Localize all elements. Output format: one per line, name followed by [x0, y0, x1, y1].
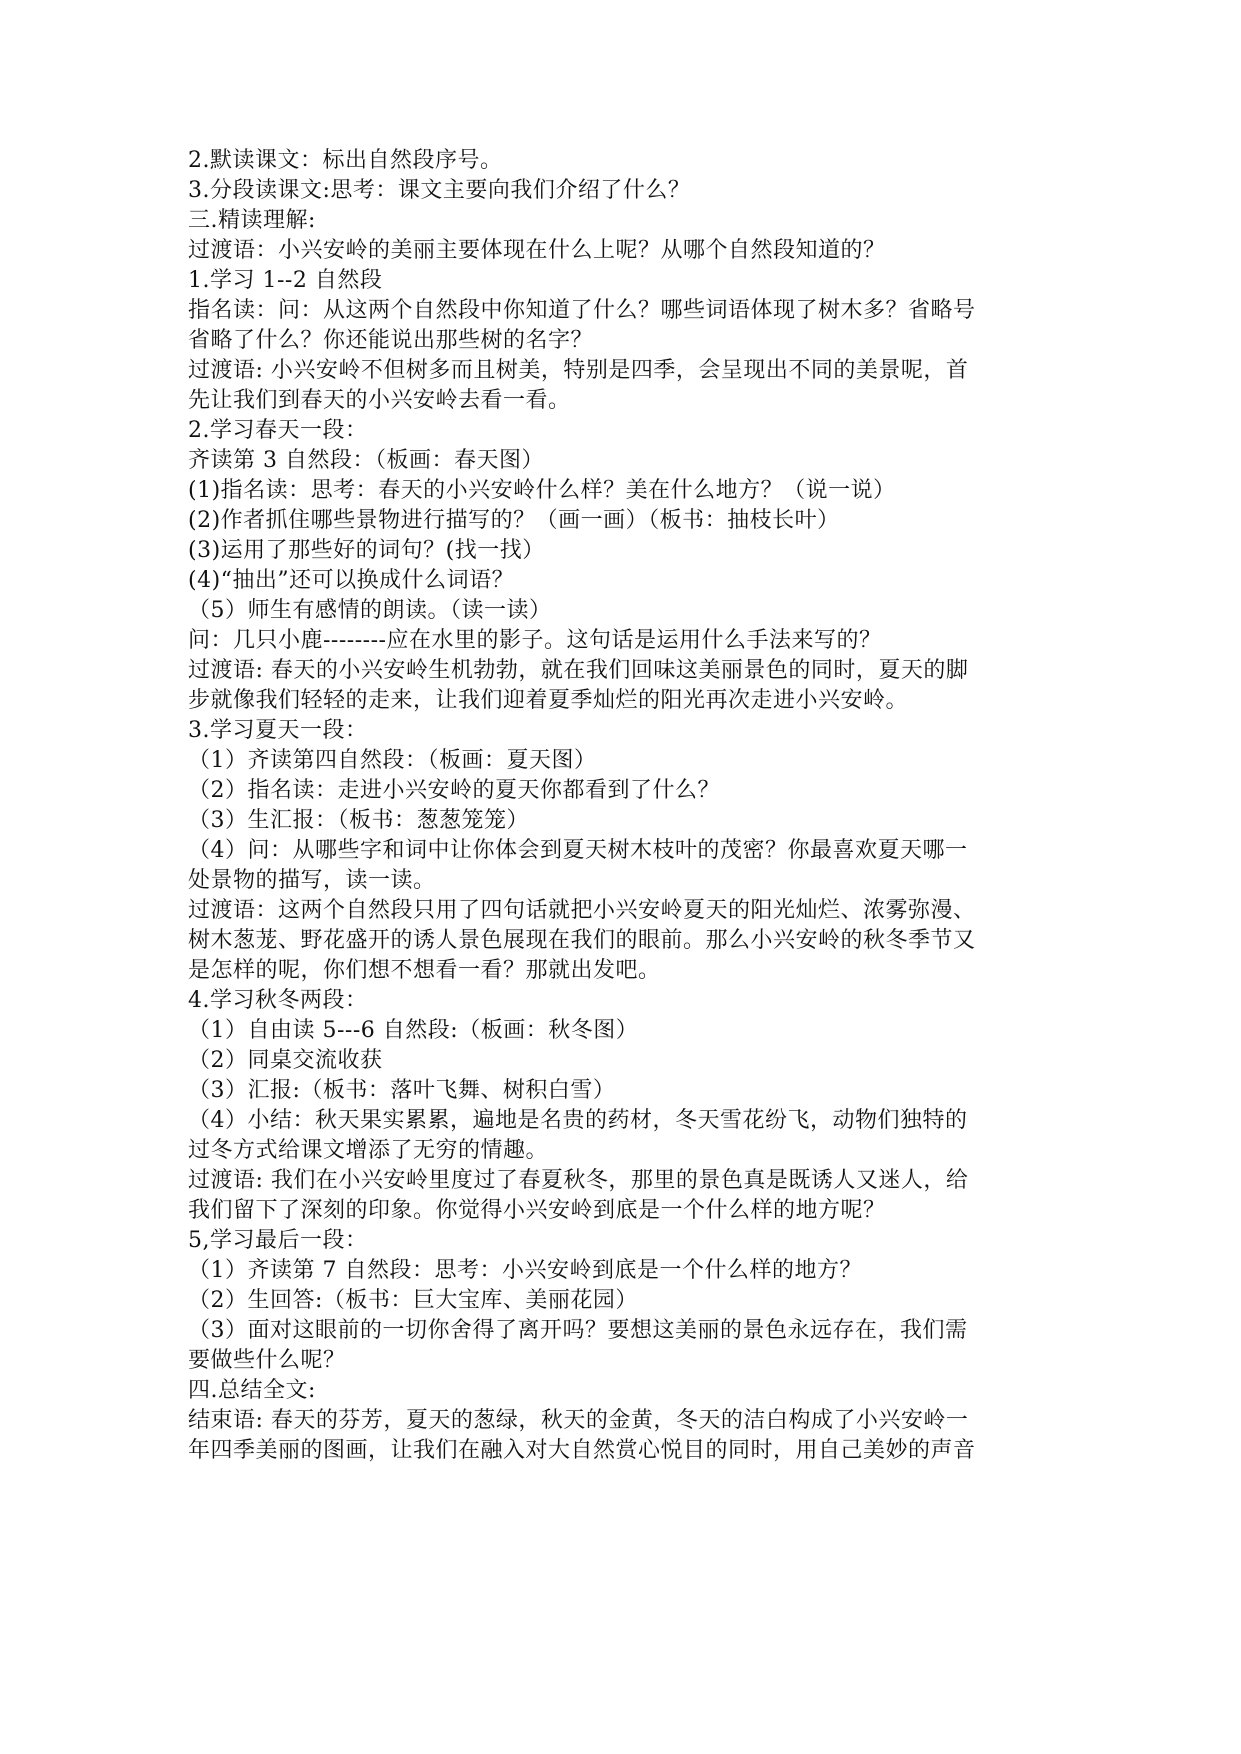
text-line: 我们留下了深刻的印象。你觉得小兴安岭到底是一个什么样的地方呢？: [188, 1198, 886, 1223]
text-line: 三.精读理解:: [188, 208, 316, 233]
text-line: 指名读：问：从这两个自然段中你知道了什么？哪些词语体现了树木多？省略号: [188, 298, 976, 323]
text-line: 年四季美丽的图画，让我们在融入对大自然赏心悦目的同时，用自己美妙的声音: [188, 1438, 976, 1463]
text-line: （1）齐读第四自然段：（板画：夏天图）: [188, 748, 597, 773]
text-line: 过渡语: 小兴安岭不但树多而且树美，特别是四季，会呈现出不同的美景呢，首: [188, 358, 969, 383]
text-line: (1)指名读：思考：春天的小兴安岭什么样？美在什么地方？（说一说）: [188, 478, 896, 503]
text-line: （1）自由读 5---6 自然段:（板画：秋冬图）: [188, 1018, 639, 1043]
text-line: 省略了什么？你还能说出那些树的名字？: [188, 328, 594, 353]
text-line: （5）师生有感情的朗读。（读一读）: [188, 598, 552, 623]
text-line: （3）生汇报：（板书：葱葱笼笼）: [188, 808, 529, 833]
text-line: 过渡语: 我们在小兴安岭里度过了春夏秋冬，那里的景色真是既诱人又迷人，给: [188, 1168, 969, 1193]
text-line: （3）汇报:（板书：落叶飞舞、树积白雪）: [188, 1078, 616, 1103]
text-line: (2)作者抓住哪些景物进行描写的？（画一画）（板书：抽枝长叶）: [188, 508, 840, 533]
text-line: 3.学习夏天一段：: [188, 718, 368, 743]
text-line: 4.学习秋冬两段：: [188, 988, 368, 1013]
text-line: 四.总结全文:: [188, 1378, 316, 1403]
text-line: 过渡语：小兴安岭的美丽主要体现在什么上呢？从哪个自然段知道的？: [188, 238, 886, 263]
text-line: （3）面对这眼前的一切你舍得了离开吗？要想这美丽的景色永远存在，我们需: [188, 1318, 968, 1343]
text-line: 处景物的描写，读一读。: [188, 868, 436, 893]
document-body: [188, 146, 1068, 1466]
text-line: 过渡语: 春天的小兴安岭生机勃勃，就在我们回味这美丽景色的同时，夏天的脚: [188, 658, 969, 683]
text-line: （1）齐读第 7 自然段：思考：小兴安岭到底是一个什么样的地方？: [188, 1258, 862, 1283]
text-line: 齐读第 3 自然段：（板画：春天图）: [188, 448, 544, 473]
text-line: (3)运用了那些好的词句？(找一找）: [188, 538, 545, 563]
text-line: 1.学习 1--2 自然段: [188, 268, 383, 293]
text-line: （2）同桌交流收获: [188, 1048, 383, 1073]
text-line: （4）小结：秋天果实累累，遍地是名贵的药材，冬天雪花纷飞，动物们独特的: [188, 1108, 968, 1133]
text-line: 先让我们到春天的小兴安岭去看一看。: [188, 388, 571, 413]
text-line: (4)“抽出”还可以换成什么词语？: [188, 568, 515, 593]
text-line: （2）生回答:（板书：巨大宝库、美丽花园）: [188, 1288, 638, 1313]
text-line: （2）指名读：走进小兴安岭的夏天你都看到了什么？: [188, 778, 720, 803]
text-line: 2.学习春天一段：: [188, 418, 368, 443]
text-line: 树木葱茏、野花盛开的诱人景色展现在我们的眼前。那么小兴安岭的秋冬季节又: [188, 928, 976, 953]
text-line: 5,学习最后一段：: [188, 1228, 368, 1253]
text-line: 结束语: 春天的芬芳，夏天的葱绿，秋天的金黄，冬天的洁白构成了小兴安岭一: [188, 1408, 969, 1433]
text-line: 步就像我们轻轻的走来，让我们迎着夏季灿烂的阳光再次走进小兴安岭。: [188, 688, 909, 713]
text-line: 问：几只小鹿--------应在水里的影子。这句话是运用什么手法来写的？: [188, 628, 882, 653]
text-line: 过渡语：这两个自然段只用了四句话就把小兴安岭夏天的阳光灿烂、浓雾弥漫、: [188, 898, 976, 923]
text-line: 2.默读课文：标出自然段序号。: [188, 148, 503, 173]
text-line: 3.分段读课文:思考：课文主要向我们介绍了什么？: [188, 178, 691, 203]
text-line: 过冬方式给课文增添了无穷的情趣。: [188, 1138, 549, 1163]
text-line: 是怎样的呢，你们想不想看一看？那就出发吧。: [188, 958, 661, 983]
text-line: 要做些什么呢？: [188, 1348, 346, 1373]
text-line: （4）问：从哪些字和词中让你体会到夏天树木枝叶的茂密？你最喜欢夏天哪一: [188, 838, 968, 863]
